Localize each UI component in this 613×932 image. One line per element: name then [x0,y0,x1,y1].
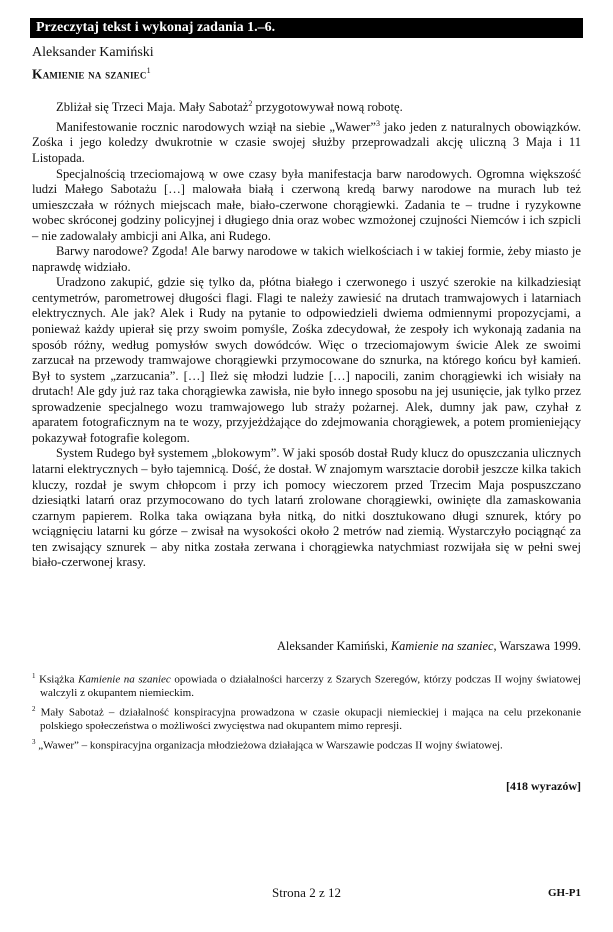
footnote-text: Książka [35,673,79,686]
paragraph [32,116,581,167]
article-title [32,62,151,83]
paragraph [32,167,581,245]
source-title: Kamienie na szaniec [390,639,494,653]
paragraph [32,446,581,570]
source-details: , Warszawa 1999. [493,639,581,653]
footnote-number: 3 [32,737,36,746]
footnote [32,670,581,701]
paragraph [32,244,581,275]
footnote [32,703,581,734]
article-author: Aleksander Kamiński [32,45,154,60]
paragraph [32,96,581,116]
paragraph-text: Manifestowanie rocznic narodowych wziął na siebie „Wawer” [56,119,376,134]
footnote-ref: 2 [248,99,253,108]
paragraph-text: przygotowywał nową robotę. [252,100,403,115]
footnote-text: „Wawer” – konspiracyjna organizacja młodzieżowa działająca w Warszawie podczas II wojny światowej. [35,739,503,752]
word-count: [418 wyrazów] [506,779,581,793]
task-instruction-header: Przeczytaj tekst i wykonaj zadania 1.–6. [30,18,583,38]
article-title-text: Kamienie na szaniec [32,66,147,82]
footnote-text: opowiada o działalności harcerzy z Szarych Szeregów, którzy podczas II wojny światowej walczyli z okupantem niemieckim. [40,673,581,700]
footnote [32,736,581,753]
footnote-ref: 1 [146,66,151,75]
article-body [32,96,581,571]
paragraph-text: System Rudego był systemem „blokowym”. W jaki sposób dostał Rudy klucz do opuszczania ulicznych latarni elektrycznych – było tajemnicą. Dość, że dostał. W znajomym warsztacie dorobił jeszcze kilka takich kluczy, rozdał je swym chłopcom i przy ich pomocy wieczorem przed Trzecim Maja pospuszczano dziesiątki latarń oraz przymocowano do tych latarń zrolowane chorągiewki, owinięte dla zamaskowania czarnym papierem. Rolka taka owiązana była nitką, do nitki dosztukowano długi sznurek, który po wciągnięciu latarni ku górze – zwisał na wysokości około 2 metrów nad ziemią. Wystarczyło pociągnąć za ten zwisający sznurek – aby nitka została zerwana i chorągiewka natychmiast rozwijała się w pełni swej biało-czerwonej krasy. [32,446,581,570]
exam-code: GH-P1 [548,887,581,899]
footnote-number: 1 [32,672,36,680]
page-number: Strona 2 z 12 [272,885,341,900]
source-citation [277,639,581,654]
footnote-book-title: Kamienie na szaniec [78,673,171,686]
footnote-text: Mały Sabotaż – działalność konspiracyjna prowadzona w czasie okupacji niemieckiej i mająca na celu przekonanie polskiego społeczeństwa o możliwości zwycięstwa nad okupantem mimo represji. [35,706,581,733]
footnotes [32,670,581,755]
paragraph-text: Specjalnością trzeciomajową w owe czasy była manifestacja barw narodowych. Ogromna większość ludzi Małego Sabotażu […] malowała białą i czerwoną kredą barwy narodowe na murach lub też umieszczała w różnych miejscach małe, biało-czerwone chorągiewki. Zadania te – trudne i ryzykowne wobec skróconej godziny policyjnej i długiego dnia oraz wobec wzmożonej czujności Niemców i ich szpicli – nie zadowalały ambicji ani Alka, ani Rudego. [32,166,581,243]
paragraph-text: Barwy narodowe? Zgoda! Ale barwy narodowe w takich wielkościach i w takiej formie, żeby miasto je naprawdę widziało. [32,244,581,274]
footnote-ref: 3 [375,118,380,128]
paragraph [32,275,581,446]
paragraph-text: Zbliżał się Trzeci Maja. Mały Sabotaż [56,100,249,115]
footnote-number: 2 [32,704,36,713]
paragraph-text: jako jeden z naturalnych obowiązków. Zośka i jego koledzy dwukrotnie w czasie swojej służby przeprowadzali akcję uliczną 3 Maja i 11 Listopada. [32,119,581,166]
paragraph-text: Uradzono zakupić, gdzie się tylko da, płótna białego i czerwonego i uszyć szerokie na kilkadziesiąt centymetrów, parometrowej długości flagi. Flagi te należy zawiesić na drutach tramwajowych i latarniach elektrycznych. Ale jak? Alek i Rudy na pytanie to odpowiedzieli dwiema odmiennymi propozycjami, a ponieważ każdy upierał się przy swoim pomyśle, Zośka zdecydował, że zespoły ich wykonają zadania na sposób różny, według pomysłów swych dowódców. Więc o trzeciomajowym świcie Alek ze swoimi zarzucał na przewody tramwajowe chorągiewki przymocowane do sznurka, na którego końcu był kamień. Był to system „zarzucania”. […] Ileż się młodzi ludzie […] napocili, zanim chorągiewki ich wisiały na drutach! Ale gdy już raz taka chorągiewka zawisła, nie było innego sposobu na jej usunięcie, jak tylko przez sprowadzenie specjalnego wozu tramwajowego lub straży pożarnej. Alek, dumny jak paw, czyhał z aparatem fotograficznym na te wozy, przyjeżdżające do zdejmowania chorągiewek, a potem promieniejący pokazywał fotografie kolegom. [32,275,581,445]
source-author: Aleksander Kamiński, [276,639,391,653]
